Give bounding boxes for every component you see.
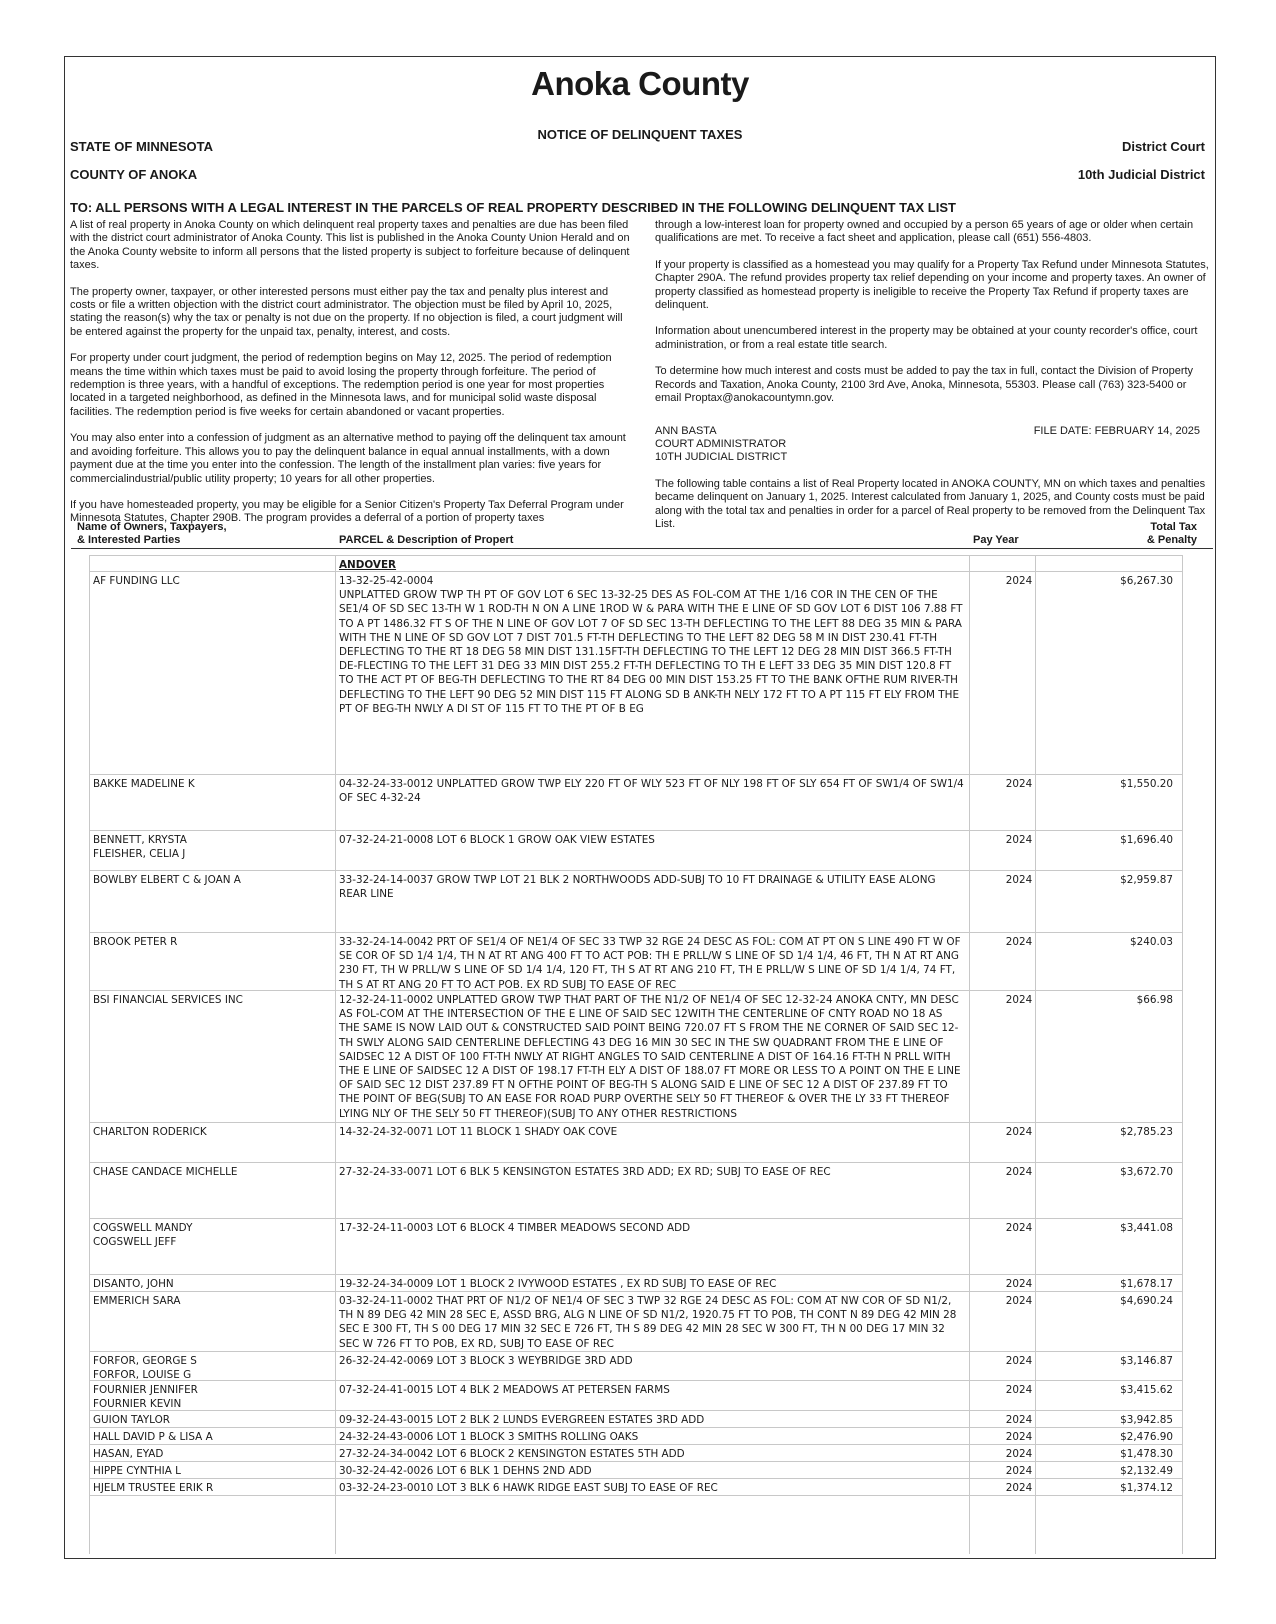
county-title: Anoka County <box>531 65 749 102</box>
owner-cell: BAKKE MADELINE K <box>93 778 195 790</box>
amount-cell: $3,942.85 <box>1120 1414 1173 1426</box>
pay-year-cell: 2024 <box>1005 1126 1033 1138</box>
owner-cell: GUION TAYLOR <box>93 1414 170 1426</box>
signer-district: 10TH JUDICIAL DISTRICT <box>655 451 788 463</box>
signer-name: ANN BASTA <box>655 425 717 437</box>
owner-cell: BSI FINANCIAL SERVICES INC <box>93 994 243 1006</box>
table-row <box>89 571 1183 775</box>
file-date: FILE DATE: FEBRUARY 14, 2025 <box>1033 425 1200 437</box>
state-label: STATE OF MINNESOTA <box>70 139 213 154</box>
notice-heading: NOTICE OF DELINQUENT TAXES <box>537 127 743 142</box>
pay-year-cell: 2024 <box>1005 994 1033 1006</box>
pay-year-cell: 2024 <box>1005 1355 1033 1367</box>
intro-paragraph: The property owner, taxpayer, or other interested persons must either pay the tax and penalty plus interest and costs or file a written objection with the district court administrator. The objection must be filed by April 10, 2025, stating the reason(s) why the tax or penalty is not due on the property. If no objection is filed, a court judgment will be entered against the property for the unpaid tax, penalty, interest, and costs. <box>70 285 623 338</box>
amount-cell: $240.03 <box>1130 936 1173 948</box>
parcel-cell: 24-32-24-43-0006 LOT 1 BLOCK 3 SMITHS ROLLING OAKS <box>339 1431 639 1443</box>
owner-cell: AF FUNDING LLC <box>93 575 180 587</box>
amount-cell: $3,415.62 <box>1120 1384 1173 1396</box>
signer-title: COURT ADMINISTRATOR <box>655 438 787 450</box>
pay-year-cell: 2024 <box>1005 1448 1033 1460</box>
parcel-cell: 14-32-24-32-0071 LOT 11 BLOCK 1 SHADY OAK COVE <box>339 1126 618 1138</box>
table-row <box>89 1380 1183 1411</box>
parcel-cell: 19-32-24-34-0009 LOT 1 BLOCK 2 IVYWOOD ESTATES , EX RD SUBJ TO EASE OF REC <box>339 1278 777 1290</box>
intro-paragraph: through a low-interest loan for property owned and occupied by a person 65 years of age or older when certain qualifications are met. To receive a fact sheet and application, please call (651) 556-4803. <box>655 219 1194 245</box>
owner-cell: BROOK PETER R <box>93 936 178 948</box>
table-row <box>89 1351 1183 1381</box>
amount-cell: $1,374.12 <box>1120 1482 1173 1494</box>
intro-paragraph: For property under court judgment, the period of redemption begins on May 12, 2025. The period of redemption means the time within which taxes must be paid to avoid losing the property through forfeiture. The period of redemption is three years, with a handful of exceptions. The redemption period is one year for most properties located in a targeted neighborhood, as defined in the Minnesota laws, and for municipal solid waste disposal facilities. The redemption period is five weeks for certain abandoned or vacant properties. <box>70 352 612 418</box>
parcel-cell: 04-32-24-33-0012 UNPLATTED GROW TWP ELY 220 FT OF WLY 523 FT OF NLY 198 FT OF SLY 654 FT OF SW1/4 OF SW1/4 OF SEC 4-32-24 <box>339 778 964 805</box>
owner-cell: HJELM TRUSTEE ERIK R <box>93 1482 214 1494</box>
table-row <box>89 1410 1183 1428</box>
intro-right-column <box>655 219 1210 418</box>
parcel-cell: 33-32-24-14-0042 PRT OF SE1/4 OF NE1/4 OF SEC 33 TWP 32 RGE 24 DESC AS FOL: COM AT PT ON S LINE 490 FT W OF SE COR OF SD 1/4 1/4, TH N AT RT ANG 400 FT TO ACT POB: TH E PRLL/W S LINE OF SD 1/4 1/4, 46 FT, TH N AT RT ANG 230 FT, TH W PRLL/W S LINE OF SD 1/4 1/4, 120 FT, TH S AT RT ANG 210 FT, TH E PRLL/W S LINE OF SD 1/4 1/4, 74 FT, TH S AT RT ANG 20 FT TO ACT POB. EX RD SUBJ TO EASE OF REC <box>339 936 961 991</box>
court-label: District Court <box>1121 139 1205 154</box>
intro-paragraph: To determine how much interest and costs must be added to pay the tax in full, contact the Division of Property Records and Taxation, Anoka County, 2100 3rd Ave, Anoka, Minnesota, 55303. Please call (763) 323-5400 or email Proptax@anokacountymn.gov. <box>655 365 1194 405</box>
owner-cell: HALL DAVID P & LISA A <box>93 1431 213 1443</box>
amount-cell: $3,672.70 <box>1120 1166 1173 1178</box>
owner-cell: EMMERICH SARA <box>93 1295 181 1307</box>
parcel-cell: 27-32-24-33-0071 LOT 6 BLK 5 KENSINGTON ESTATES 3RD ADD; EX RD; SUBJ TO EASE OF REC <box>339 1166 831 1178</box>
table-intro-paragraph: The following table contains a list of Real Property located in ANOKA COUNTY, MN on which taxes and penalties became delinquent on January 1, 2025. Interest calculated from January 1, 2025, and County costs must be paid along with the total tax and penalties in order for a parcel of Real property to be removed from the Delinquent Tax List. <box>655 478 1206 531</box>
pay-year-cell: 2024 <box>1005 1414 1033 1426</box>
amount-cell: $66.98 <box>1136 994 1173 1006</box>
table-row <box>89 870 1183 933</box>
parcel-cell: 09-32-24-43-0015 LOT 2 BLK 2 LUNDS EVERGREEN ESTATES 3RD ADD <box>339 1414 705 1426</box>
pay-year-cell: 2024 <box>1005 1222 1033 1234</box>
pay-year-cell: 2024 <box>1005 834 1033 846</box>
intro-paragraph: If you have homesteaded property, you may be eligible for a Senior Citizen's Property Tax Deferral Program under Minnesota Statutes, Chapter 290B. The program provides a deferral of a portion of property taxes <box>70 498 624 525</box>
intro-paragraph: If your property is classified as a homestead you may qualify for a Property Tax Refund under Minnesota Statutes, Chapter 290A. The refund provides property tax relief depending on your income and property taxes. An owner of property classified as homestead property is ineligible to receive the Property Tax Refund if property taxes are delinquent. <box>655 258 1209 312</box>
owner-cell: HIPPE CYNTHIA L <box>93 1465 181 1477</box>
table-row <box>89 1122 1183 1163</box>
total-column-header: Total Tax & Penalty <box>1146 521 1197 546</box>
owner-cell: COGSWELL MANDY COGSWELL JEFF <box>93 1222 193 1249</box>
table-row <box>89 1274 1183 1292</box>
intro-paragraph: You may also enter into a confession of judgment as an alternative method to paying off the delinquent tax amount and avoiding forfeiture. This allows you to pay the delinquent balance in equal annual installments, with a down payment due at the time you enter into the confession. The length of the installment plan varies: five years for commercialindustrial/public utility property; 10 years for all other properties. <box>70 432 626 485</box>
parcel-cell: 13-32-25-42-0004 UNPLATTED GROW TWP TH PT OF GOV LOT 6 SEC 13-32-25 DES AS FOL-COM AT THE 1/16 COR IN THE CEN OF THE SE1/4 OF SD SEC 13-TH W 1 ROD-TH N ON A LINE 1ROD W & PARA WITH THE E LINE OF SD GOV LOT 6 DIST 106 7.88 FT TO A PT 1486.32 FT S OF THE N LINE OF GOV LOT 7 OF SD SEC 13-TH DEFLECTING TO THE LEFT 88 DEG 35 MIN & PARA WITH THE N LINE OF SD GOV LOT 7 DIST 701.5 FT-TH DEFLECTING TO THE LEFT 82 DEG 58 M IN DIST 230.41 FT-TH DEFLECTING TO THE RT 18 DEG 58 MIN DIST 131.15FT-TH DEFLECTING TO THE LEFT 12 DEG 28 MIN DIST 366.5 FT-TH DE-FLECTING TO THE LEFT 31 DEG 33 MIN DIST 255.2 FT-TH DEFLECTING TO TH E LEFT 33 DEG 35 MIN DIST 120.8 FT TO THE ACT PT OF BEG-TH DEFLECTING TO THE RT 84 DEG 00 MIN DIST 153.25 FT TO THE BANK OFTHE RUM RIVER-TH DEFLECTING TO THE LEFT 90 DEG 52 MIN DIST 115 FT ALONG SD B ANK-TH NELY 172 FT TO A PT 115 FT ELY FROM THE PT OF BEG-TH NWLY A DI ST OF 115 FT TO THE PT OF B EG <box>339 575 963 715</box>
pay-year-cell: 2024 <box>1005 1278 1033 1290</box>
pay-year-column-header: Pay Year <box>973 534 1019 546</box>
pay-year-cell: 2024 <box>1005 1166 1033 1178</box>
table-row <box>89 1478 1183 1496</box>
pay-year-cell: 2024 <box>1005 936 1033 948</box>
section-label: ANDOVER <box>339 559 397 571</box>
table-row <box>89 932 1183 991</box>
table-row <box>89 1162 1183 1219</box>
intro-left-column <box>70 219 635 539</box>
table-row <box>89 1461 1183 1479</box>
pay-year-cell: 2024 <box>1005 1295 1033 1307</box>
table-row <box>89 1218 1183 1275</box>
pay-year-cell: 2024 <box>1005 1465 1033 1477</box>
owner-cell: HASAN, EYAD <box>93 1448 164 1460</box>
to-all-persons-heading: TO: ALL PERSONS WITH A LEGAL INTEREST IN THE PARCELS OF REAL PROPERTY DESCRIBED IN THE FOLLOWING DELINQUENT TAX LIST <box>70 200 956 215</box>
owner-column-header: Name of Owners, Taxpayers, & Interested Parties <box>77 521 227 546</box>
table-row <box>89 830 1183 871</box>
table-bottom-rule <box>89 1495 1183 1496</box>
owner-cell: FOURNIER JENNIFER FOURNIER KEVIN <box>93 1384 198 1411</box>
parcel-cell: 03-32-24-23-0010 LOT 3 BLK 6 HAWK RIDGE EAST SUBJ TO EASE OF REC <box>339 1482 718 1494</box>
amount-cell: $1,678.17 <box>1120 1278 1173 1290</box>
pay-year-cell: 2024 <box>1005 575 1033 587</box>
table-row <box>89 1427 1183 1445</box>
owner-cell: DISANTO, JOHN <box>93 1278 174 1290</box>
delinquent-tax-table <box>89 555 1183 1554</box>
amount-cell: $4,690.24 <box>1120 1295 1173 1307</box>
pay-year-cell: 2024 <box>1005 1431 1033 1443</box>
table-row <box>89 1291 1183 1352</box>
intro-paragraph: A list of real property in Anoka County on which delinquent real property taxes and penalties are due has been filed with the district court administrator of Anoka County. This list is published in the Anoka County Union Herald and on the Anoka County website to inform all persons that the listed property is subject to forfeiture because of delinquent taxes. <box>70 219 630 272</box>
pay-year-cell: 2024 <box>1005 1384 1033 1396</box>
parcel-cell: 27-32-24-34-0042 LOT 6 BLOCK 2 KENSINGTON ESTATES 5TH ADD <box>339 1448 685 1460</box>
amount-cell: $1,478.30 <box>1120 1448 1173 1460</box>
notice-frame <box>64 56 1216 1559</box>
amount-cell: $6,267.30 <box>1120 575 1173 587</box>
section-row <box>89 555 1183 572</box>
signature-block <box>655 425 787 464</box>
amount-cell: $2,132.49 <box>1120 1465 1173 1477</box>
pay-year-cell: 2024 <box>1005 1482 1033 1494</box>
intro-paragraph: Information about unencumbered interest in the property may be obtained at your county recorder's office, court administration, or from a real estate title search. <box>655 325 1198 351</box>
parcel-cell: 26-32-24-42-0069 LOT 3 BLOCK 3 WEYBRIDGE 3RD ADD <box>339 1355 633 1367</box>
owner-cell: BOWLBY ELBERT C & JOAN A <box>93 874 241 886</box>
owner-cell: CHASE CANDACE MICHELLE <box>93 1166 238 1178</box>
amount-cell: $3,146.87 <box>1120 1355 1173 1367</box>
parcel-cell: 30-32-24-42-0026 LOT 6 BLK 1 DEHNS 2ND ADD <box>339 1465 592 1477</box>
table-row <box>89 774 1183 831</box>
amount-cell: $1,696.40 <box>1120 834 1173 846</box>
owner-cell: BENNETT, KRYSTA FLEISHER, CELIA J <box>93 834 187 861</box>
table-row <box>89 990 1183 1123</box>
parcel-column-header: PARCEL & Description of Propert <box>339 534 514 546</box>
pay-year-cell: 2024 <box>1005 778 1033 790</box>
owner-cell: FORFOR, GEORGE S FORFOR, LOUISE G <box>93 1355 197 1382</box>
owner-cell: CHARLTON RODERICK <box>93 1126 207 1138</box>
parcel-cell: 33-32-24-14-0037 GROW TWP LOT 21 BLK 2 NORTHWOODS ADD-SUBJ TO 10 FT DRAINAGE & UTILITY EASE ALONG REAR LINE <box>339 874 936 901</box>
parcel-cell: 17-32-24-11-0003 LOT 6 BLOCK 4 TIMBER MEADOWS SECOND ADD <box>339 1222 691 1234</box>
district-label: 10th Judicial District <box>1077 167 1205 182</box>
amount-cell: $1,550.20 <box>1120 778 1173 790</box>
amount-cell: $2,785.23 <box>1120 1126 1173 1138</box>
table-row <box>89 1444 1183 1462</box>
amount-cell: $2,959.87 <box>1120 874 1173 886</box>
amount-cell: $2,476.90 <box>1120 1431 1173 1443</box>
pay-year-cell: 2024 <box>1005 874 1033 886</box>
parcel-cell: 03-32-24-11-0002 THAT PRT OF N1/2 OF NE1/4 OF SEC 3 TWP 32 RGE 24 DESC AS FOL: COM AT NW COR OF SD N1/2, TH N 89 DEG 42 MIN 28 SEC E, ASSD BRG, ALG N LINE OF SD N1/2, 1920.75 FT TO POB, TH CONT N 89 DEG 42 MIN 28 SEC E 300 FT, TH S 00 DEG 17 MIN 32 SEC E 726 FT, TH S 89 DEG 42 MIN 28 SEC W 300 FT, TH N 00 DEG 17 MIN 32 SEC W 726 FT TO POB, EX RD, SUBJ TO EASE OF REC <box>339 1295 957 1350</box>
county-label: COUNTY OF ANOKA <box>70 167 198 182</box>
parcel-cell: 07-32-24-41-0015 LOT 4 BLK 2 MEADOWS AT PETERSEN FARMS <box>339 1384 670 1396</box>
parcel-cell: 12-32-24-11-0002 UNPLATTED GROW TWP THAT PART OF THE N1/2 OF NE1/4 OF SEC 12-32-24 ANOKA CNTY, MN DESC AS FOL-COM AT THE INTERSECTION OF THE E LINE OF SAID SEC 12WITH THE CENTERLINE OF CNTY ROAD NO 18 AS THE SAME IS NOW LAID OUT & CONSTRUCTED SAID POINT BEING 720.07 FT S FROM THE NE CORNER OF SAID SEC 12-TH SWLY ALONG SAID CENTERLINE DEFLECTING 43 DEG 16 MIN 30 SEC IN THE SW QUADRANT FROM THE E LINE OF SAIDSEC 12 A DIST OF 100 FT-TH NWLY AT RIGHT ANGLES TO SAID CENTERLINE A DIST OF 164.16 FT-TH N PRLL WITH THE E LINE OF SAIDSEC 12 A DIST OF 198.17 FT-TH ELY A DIST OF 188.07 FT MORE OR LESS TO A POINT ON THE E LINE OF SAID SEC 12 DIST 237.89 FT N OFTHE POINT OF BEG-TH S ALONG SAID E LINE OF SEC 12 A DIST OF 237.89 FT TO THE POINT OF BEG(SUBJ TO AN EASE FOR ROAD PURP OVERTHE SELY 50 FT THEREOF & OVER THE LY 33 FT THEREOF LYING NLY OF THE SELY 50 FT THEREOF)(SUBJ TO ANY OTHER RESTRICTIONS <box>339 994 961 1120</box>
parcel-cell: 07-32-24-21-0008 LOT 6 BLOCK 1 GROW OAK VIEW ESTATES <box>339 834 655 846</box>
amount-cell: $3,441.08 <box>1120 1222 1173 1234</box>
header-rule <box>71 548 1213 549</box>
